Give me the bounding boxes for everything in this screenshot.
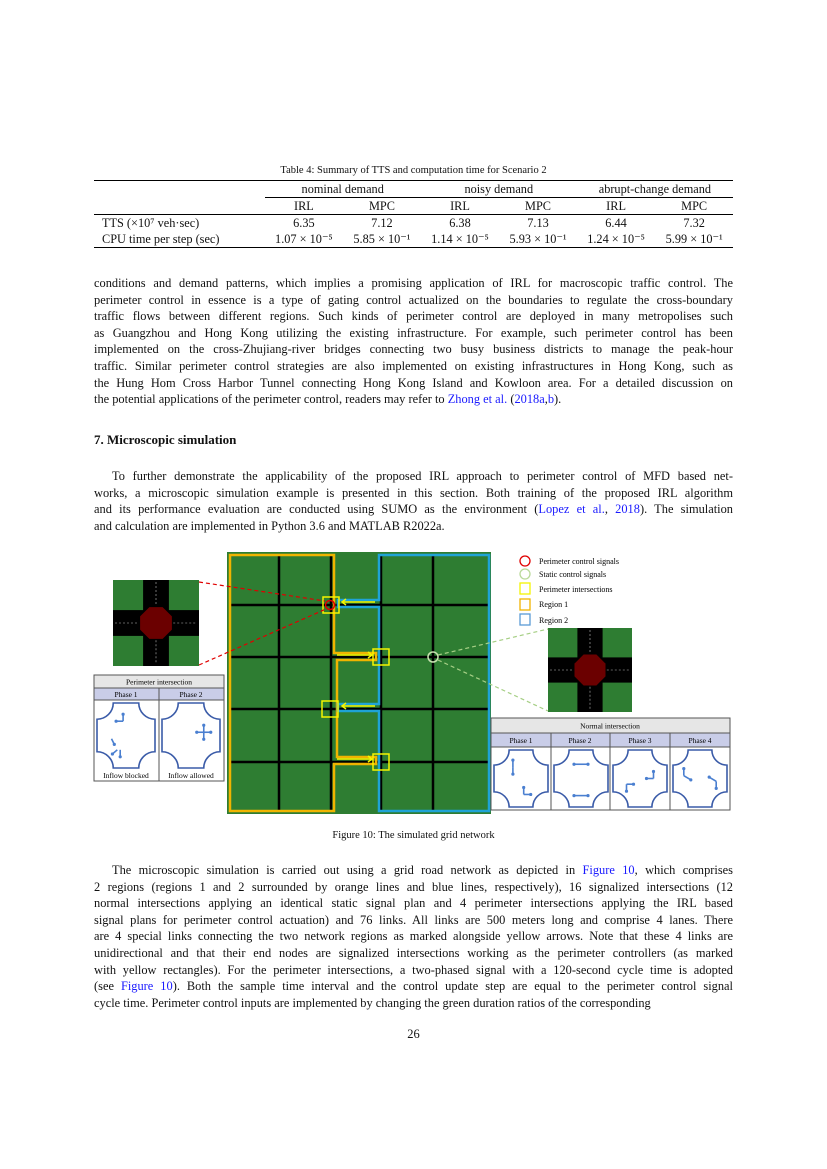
text-segment: the potential applications of the perimeter control, readers may refer to (94, 392, 448, 407)
subheader: MPC (343, 198, 421, 215)
text-segment: ). The simulation (639, 502, 733, 517)
cell: 1.24 × 10⁻⁵ (587, 232, 645, 246)
text-segment: 2 regions (regions 1 and 2 surrounded by orange lines and blue lines, respectively), 16 signalized intersections (12 (94, 879, 733, 894)
text-line (94, 292, 733, 309)
text-line (94, 912, 733, 929)
citation-link[interactable]: Lopez et al. (538, 502, 605, 517)
cell: 5.93 × 10⁻¹ (509, 232, 567, 246)
phase-label: Phase 2 (179, 690, 203, 699)
text-line (94, 325, 733, 342)
table-row (94, 231, 733, 248)
table-subheader-row (94, 198, 733, 215)
cell: 6.38 (449, 216, 471, 230)
legend-orange-square-icon (520, 599, 530, 610)
legend-yellow-square-icon (520, 583, 530, 594)
perimeter-phase-table (94, 675, 224, 781)
table-caption: Table 4: Summary of TTS and computation time for Scenario 2 (280, 165, 547, 176)
paragraph (94, 468, 733, 534)
text-segment: works, a microscopic simulation example is presented in this section. Both training of the proposed IRL algorithm (94, 485, 733, 500)
text-segment: ). (554, 392, 562, 407)
text-line (94, 978, 733, 995)
citation-link[interactable]: Zhong et al. (447, 392, 508, 407)
cell: 6.44 (605, 216, 627, 230)
text-segment: cycle time. Perimeter control inputs are implemented by changing the green duration ratios of the corresponding (94, 995, 651, 1010)
text-line (94, 468, 733, 485)
phase-note: Inflow allowed (168, 771, 214, 780)
text-segment: and its performance evaluation are conducted using SUMO as the environment ( (94, 502, 539, 517)
figure-legend (520, 556, 619, 625)
normal-phase-table (491, 718, 730, 810)
legend-label: Perimeter control signals (539, 557, 619, 566)
text-segment: unidirectional and that their end nodes are signalized intersections working as the perimeter controllers (as marked (94, 945, 733, 960)
intersection-box (575, 655, 606, 686)
table-row (94, 215, 733, 232)
phase-label: Phase 4 (688, 736, 712, 745)
cell: 7.32 (683, 216, 705, 230)
text-line (94, 275, 733, 292)
text-line (94, 945, 733, 962)
phase-label: Phase 3 (628, 736, 652, 745)
page-number: 26 (407, 1027, 420, 1041)
cell: 1.14 × 10⁻⁵ (431, 232, 489, 246)
right-inset-intersection (548, 628, 632, 712)
cell: 7.13 (527, 216, 549, 230)
citation-link[interactable]: 2018a (514, 392, 545, 407)
phase-label: Phase 1 (509, 736, 533, 745)
text-line (94, 501, 733, 518)
text-line (94, 485, 733, 502)
legend-green-circle-icon (520, 569, 530, 579)
text-line (94, 308, 733, 325)
paragraph (94, 862, 733, 1011)
row-label: CPU time per step (sec) (102, 232, 220, 246)
text-segment: as Guangzhou and Hong Kong utilizing the existing infrastructure. For example, such perimeter control has been (94, 325, 733, 340)
subheader: MPC (499, 198, 577, 215)
text-segment: The microscopic simulation is carried out using a grid road network as depicted in (112, 863, 583, 877)
text-line (94, 375, 733, 392)
table-group-header-row (94, 181, 733, 198)
group-header: nominal demand (265, 181, 421, 198)
citation-link[interactable]: b (547, 392, 555, 407)
text-segment: are 4 special links connecting the two network regions as marked alongside yellow arrows. Note that these 4 links are (94, 929, 733, 944)
text-segment: To further demonstrate the applicability of the proposed IRL approach to perimeter control of MFD based net- (112, 469, 733, 483)
subheader: MPC (655, 198, 733, 215)
legend-label: Static control signals (539, 570, 607, 579)
text-line (94, 862, 733, 879)
section-heading: 7. Microscopic simulation (94, 432, 237, 447)
figure-caption: Figure 10: The simulated grid network (332, 830, 495, 841)
text-segment: traffic flows between different regions. Such kinds of perimeter control are deployed in many metropolises such (94, 309, 733, 324)
legend-label: Region 2 (539, 616, 569, 625)
row-label: TTS (×10⁷ veh·sec) (102, 216, 200, 230)
group-header: abrupt-change demand (577, 181, 733, 198)
subheader: IRL (421, 198, 499, 215)
text-line (94, 928, 733, 945)
text-segment: ( (507, 392, 515, 407)
subheader: IRL (577, 198, 655, 215)
table-title: Perimeter intersection (125, 677, 193, 687)
text-line (94, 518, 733, 535)
text-segment: perimeter control in essence is a type of gating control actualized on the boundaries to regulate the cross-boundary (94, 292, 733, 307)
text-segment: , which comprises (634, 863, 733, 877)
text-segment: ). Both the sample time interval and the control update step are equal to the perimeter control signal (172, 979, 734, 994)
network-grass (227, 552, 491, 814)
paragraph (94, 275, 733, 408)
cell: 5.99 × 10⁻¹ (665, 232, 723, 246)
text-segment: (see (94, 979, 121, 994)
text-line (94, 962, 733, 979)
cell: 5.85 × 10⁻¹ (353, 232, 411, 246)
group-header: noisy demand (421, 181, 577, 198)
phase-label: Phase 2 (568, 736, 592, 745)
citation-link[interactable]: Figure 10 (120, 979, 173, 994)
text-segment: and calculation are implemented in Python 3.6 and MATLAB R2022a. (94, 518, 445, 533)
text-segment: the Hung Hom Cross Harbor Tunnel connecting Hong Kong Island and Kowloon area. For a detailed discussion on (94, 375, 733, 390)
legend-blue-square-icon (520, 614, 530, 625)
grid-network-figure (80, 545, 740, 825)
legend-label: Perimeter intersections (539, 585, 613, 594)
intersection-box (140, 607, 172, 639)
subheader: IRL (265, 198, 343, 215)
phase-note: Inflow blocked (103, 771, 149, 780)
cell: 7.12 (371, 216, 393, 230)
text-segment: traffic. Similar perimeter control strategies are also implemented on existing infrastructures in Hong Kong, such as (94, 358, 733, 373)
legend-label: Region 1 (539, 600, 569, 609)
text-segment: signal plans for perimeter control actuation) and 76 links. All links are 500 meters long and comprise 4 lanes. There (94, 912, 733, 927)
results-table (94, 180, 733, 248)
text-line (94, 895, 733, 912)
text-segment: conditions and demand patterns, which implies a promising application of IRL for macroscopic traffic control. The (94, 276, 733, 290)
left-inset-intersection (113, 580, 199, 666)
text-line (94, 995, 733, 1012)
cell: 6.35 (293, 216, 315, 230)
citation-link[interactable]: 2018 (615, 502, 640, 517)
legend-red-circle-icon (520, 556, 530, 566)
table-title: Normal intersection (580, 721, 640, 731)
text-segment: , (544, 392, 548, 407)
cell: 1.07 × 10⁻⁵ (275, 232, 333, 246)
text-segment: , (604, 502, 616, 517)
text-line (94, 358, 733, 375)
text-segment: implemented on the cross-Zhujiang-river bridges connecting two busy business districts to manage the peak-hour (94, 342, 733, 357)
text-segment: with yellow rectangles). For the perimeter intersections, a two-phased signal with a 120-second cycle time is adopted (94, 962, 733, 977)
text-line (94, 391, 733, 408)
text-line (94, 879, 733, 896)
citation-link[interactable]: Figure 10 (582, 863, 635, 877)
text-line (94, 341, 733, 358)
text-segment: normal intersections applying an identical static signal plan and 4 perimeter intersections applying the IRL based (94, 896, 733, 911)
phase-label: Phase 1 (114, 690, 138, 699)
